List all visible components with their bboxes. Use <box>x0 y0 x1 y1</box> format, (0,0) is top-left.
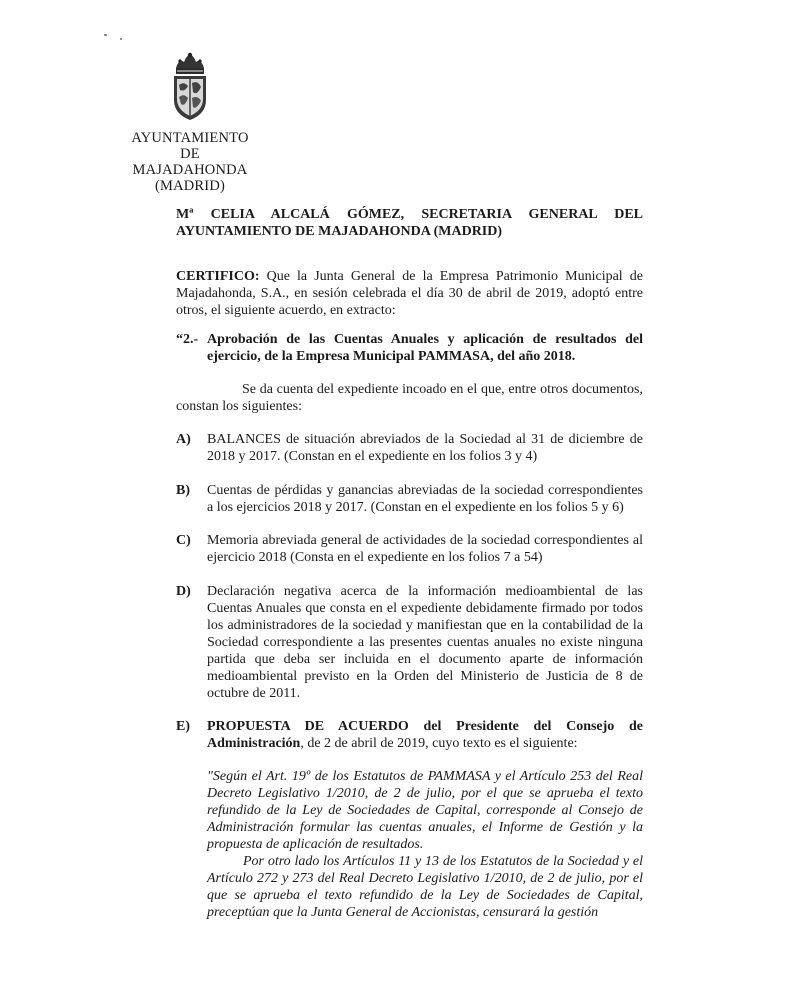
scan-speck <box>120 38 122 40</box>
list-item <box>176 431 643 465</box>
item-letter: D) <box>176 584 191 599</box>
city-line: (MADRID) <box>154 178 226 194</box>
item-text <box>207 482 643 516</box>
quote-paragraph: Por otro lado los Artículos 11 y 13 de los Estatutos de la Sociedad y el Artículo 272 y 273 del Real Decreto Legislativo 1/2010, de 2 de julio, por el que se aprueba el texto refundido de la Ley de Sociedades de Capital, preceptúan que la Junta General de Accionistas, censurará la gestión <box>207 854 643 920</box>
item-rest: de situación abreviados de la Sociedad al 31 de diciembre de 2018 y 2017. (Constan en el expediente en los folios 3 y 4) <box>207 432 643 464</box>
quote-paragraph: "Según el Art. 19º de los Estatutos de PAMMASA y el Artículo 253 del Real Decreto Legislativo 1/2010, de 2 de julio, por el que se aprueba el texto refundido de la Ley de Sociedades de Capital, corresponde al Consejo de Administración formular las cuentas anuales, el Informe de Gestión y la propuesta de aplicación de resultados. <box>207 769 643 852</box>
secretary-line: AYUNTAMIENTO DE MAJADAHONDA (MADRID) <box>176 224 503 239</box>
secretary-heading <box>176 206 643 223</box>
secretary-heading-line2 <box>176 223 643 240</box>
scan-speck <box>104 34 107 36</box>
secretary-line: Mª CELIA ALCALÁ GÓMEZ, SECRETARIA GENERAL DEL <box>176 207 643 222</box>
agreement-title: Aprobación de las Cuentas Anuales y aplicación de resultados del ejercicio, de la Empresa Municipal PAMMASA, del año 2018. <box>207 332 643 364</box>
item-letter: B) <box>176 483 190 498</box>
item-letter: E) <box>176 719 190 734</box>
city-name <box>120 130 260 194</box>
item-lead: BALANCES <box>207 432 281 447</box>
item-letter: A) <box>176 432 191 447</box>
city-line: MAJADAHONDA <box>132 162 248 178</box>
item-letter: C) <box>176 533 191 548</box>
list-item <box>176 718 643 752</box>
item-lead: PROPUESTA DE ACUERDO del Presidente del Consejo de Administración <box>207 719 643 751</box>
item-rest: , de 2 de abril de 2019, cuyo texto es el siguiente: <box>300 736 578 751</box>
coat-of-arms-icon <box>167 52 213 122</box>
list-item <box>176 583 643 702</box>
list-item <box>176 532 643 566</box>
item-rest: Cuentas de pérdidas y ganancias abreviadas de la sociedad correspondientes a los ejercicios 2018 y 2017. (Constan en el expediente en los folios 5 y 6) <box>207 483 643 515</box>
item-text <box>207 431 643 465</box>
letterhead <box>120 52 260 194</box>
item-rest: Declaración negativa acerca de la información medioambiental de las Cuentas Anuales que consta en el expediente debidamente firmado por todos los administradores de la sociedad y manifiestan que en la contabilidad de la Sociedad correspondiente a las presentes cuentas anuales no existe ninguna partida que deba ser incluida en el documento aparte de información medioambiental previsto en la Orden del Ministerio de Justicia de 8 de octubre de 2011. <box>207 584 643 701</box>
proposal-quote <box>207 768 643 921</box>
certifico-paragraph <box>176 268 643 319</box>
agreement-heading <box>176 331 643 365</box>
item-text <box>207 583 643 702</box>
item-text <box>207 532 643 566</box>
city-line: AYUNTAMIENTO DE <box>131 130 249 162</box>
item-text <box>207 718 643 752</box>
certifico-text: Que la Junta General de la Empresa Patrimonio Municipal de <box>259 269 643 284</box>
intro-paragraph <box>176 381 643 415</box>
list-item <box>176 482 643 516</box>
item-rest: Memoria abreviada general de actividades de la sociedad correspondientes al ejercicio 2018 (Consta en el expediente en los folios 7 a 54) <box>207 533 643 565</box>
intro-text: Se da cuenta del expediente incoado en el que, entre otros documentos, constan los siguientes: <box>176 382 643 414</box>
certifico-label: CERTIFICO: <box>176 269 260 284</box>
agreement-number: “2.- <box>176 332 199 347</box>
certifico-text: Majadahonda, S.A., en sesión celebrada el día 30 de abril de 2019, adoptó entre otros, el siguiente acuerdo, en extracto: <box>176 286 643 318</box>
